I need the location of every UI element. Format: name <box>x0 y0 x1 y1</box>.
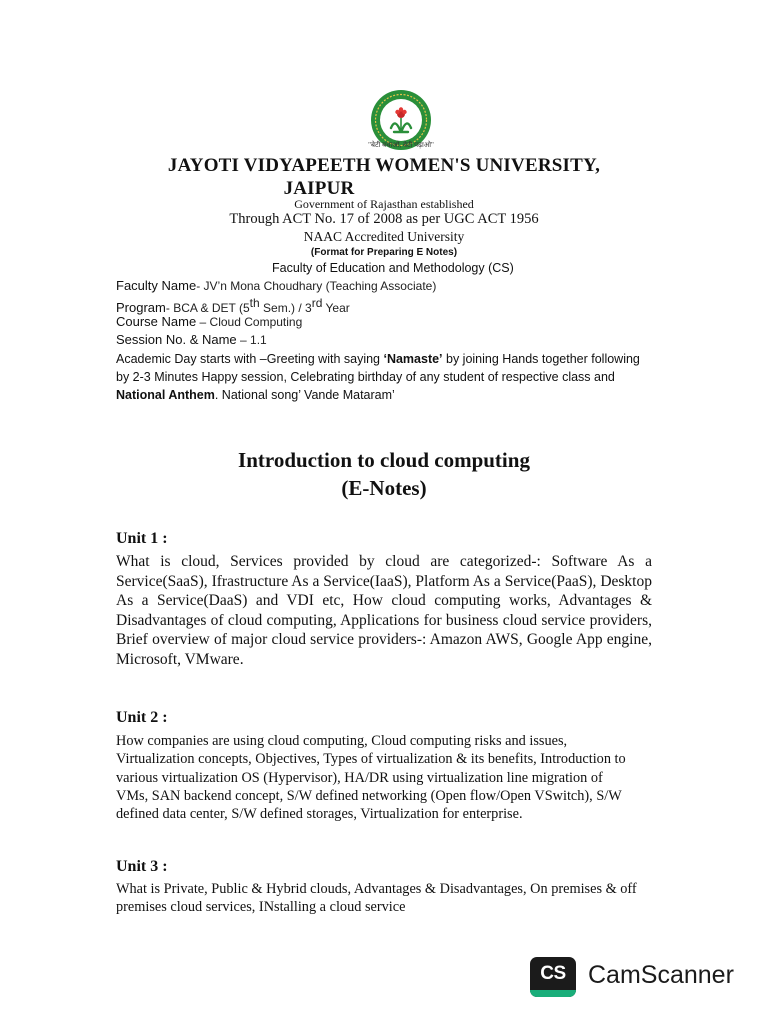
course-name-line <box>116 314 302 329</box>
naac-line: NAAC Accredited University <box>303 229 465 244</box>
program-sup-a: th <box>249 296 260 310</box>
faculty-name-label: Faculty Name <box>116 278 197 293</box>
program-value-a: - BCA & DET (5 <box>165 301 250 316</box>
program-line <box>116 296 350 315</box>
session-label: Session No. & Name <box>116 332 237 347</box>
unit-3-text: What is Private, Public & Hybrid clouds, Advantages & Disadvantages, On premises & off premises cloud services, INstalling a cloud service <box>116 881 637 916</box>
camscanner-name: CamScanner <box>588 961 734 989</box>
camscanner-badge-text: CS <box>540 963 566 984</box>
camscanner-logo-icon <box>530 957 576 997</box>
university-name <box>0 154 768 200</box>
unit-1-heading: Unit 1 : <box>116 530 168 547</box>
faculty-name-line <box>116 278 436 293</box>
faculty-name-value: - JV’n Mona Choudhary (Teaching Associate) <box>196 279 437 293</box>
unit-2-text: How companies are using cloud computing, Cloud computing risks and issues, Virtualization concepts, Objectives, Types of virtualization & its benefits, Introduction to various virtualization OS (Hypervisor), HA/DR using virtualization line migration of VMs, SAN backend concept, S/W defined networking (Open flow/Open VSwitch), S/W defined data center, S/W defined storages, Virtualization for enterprise. <box>116 733 626 823</box>
session-value: – 1.1 <box>236 333 267 347</box>
document-title <box>0 446 768 502</box>
camscanner-watermark <box>530 955 750 999</box>
camscanner-badge-strip <box>530 990 576 997</box>
university-name-line1: JAYOTI VIDYAPEETH WOMEN'S UNIVERSITY, <box>167 155 601 176</box>
program-value-c: Year <box>322 301 350 316</box>
unit-1-text: What is cloud, Services provided by cloud are categorized-: Software As a Service(SaaS), Ifrastructure As a Service(IaaS), Platform As a Service(PaaS), Desktop As a Service(DaaS) and VDI etc, How cloud computing works, Advantages & Disadvantages of cloud computing, Applications for business cloud service providers, Brief overview of major cloud service providers-: Amazon AWS, Google App engine, Microsoft, VMware. <box>116 553 652 668</box>
national-anthem-highlight: National Anthem <box>116 388 215 402</box>
academic-text-1: Academic Day starts with –Greeting with saying <box>116 352 384 366</box>
program-label: Program <box>116 300 166 316</box>
university-name-line2: JAIPUR <box>283 178 355 199</box>
faculty-of: Faculty of Education and Methodology (CS) <box>272 261 514 275</box>
document-title-line2: (E-Notes) <box>341 476 427 500</box>
logo-motto: "बेटी बचाओ, बेटी पढ़ाओ" <box>368 141 434 149</box>
academic-text-3: . National song’ Vande Mataram’ <box>214 388 395 402</box>
academic-day-paragraph <box>116 350 656 404</box>
course-name-label: Course Name <box>116 314 197 329</box>
program-sup-b: rd <box>311 296 323 310</box>
unit-2-heading: Unit 2 : <box>116 709 168 726</box>
session-line <box>116 332 267 347</box>
act-line: Through ACT No. 17 of 2008 as per UGC ACT 1956 <box>229 211 539 227</box>
namaste-highlight: ‘Namaste’ <box>383 352 443 366</box>
government-established: Government of Rajasthan established <box>294 197 474 211</box>
course-name-value: – Cloud Computing <box>196 315 303 329</box>
document-title-line1: Introduction to cloud computing <box>238 448 530 472</box>
program-value-b: Sem.) / 3 <box>259 301 312 316</box>
format-note: (Format for Preparing E Notes) <box>310 247 458 258</box>
unit-3-heading: Unit 3 : <box>116 858 168 875</box>
academic-text-2: by joining Hands together following by 2-3 Minutes Happy session, Celebrating birthday of any student of respective class and <box>116 352 640 384</box>
